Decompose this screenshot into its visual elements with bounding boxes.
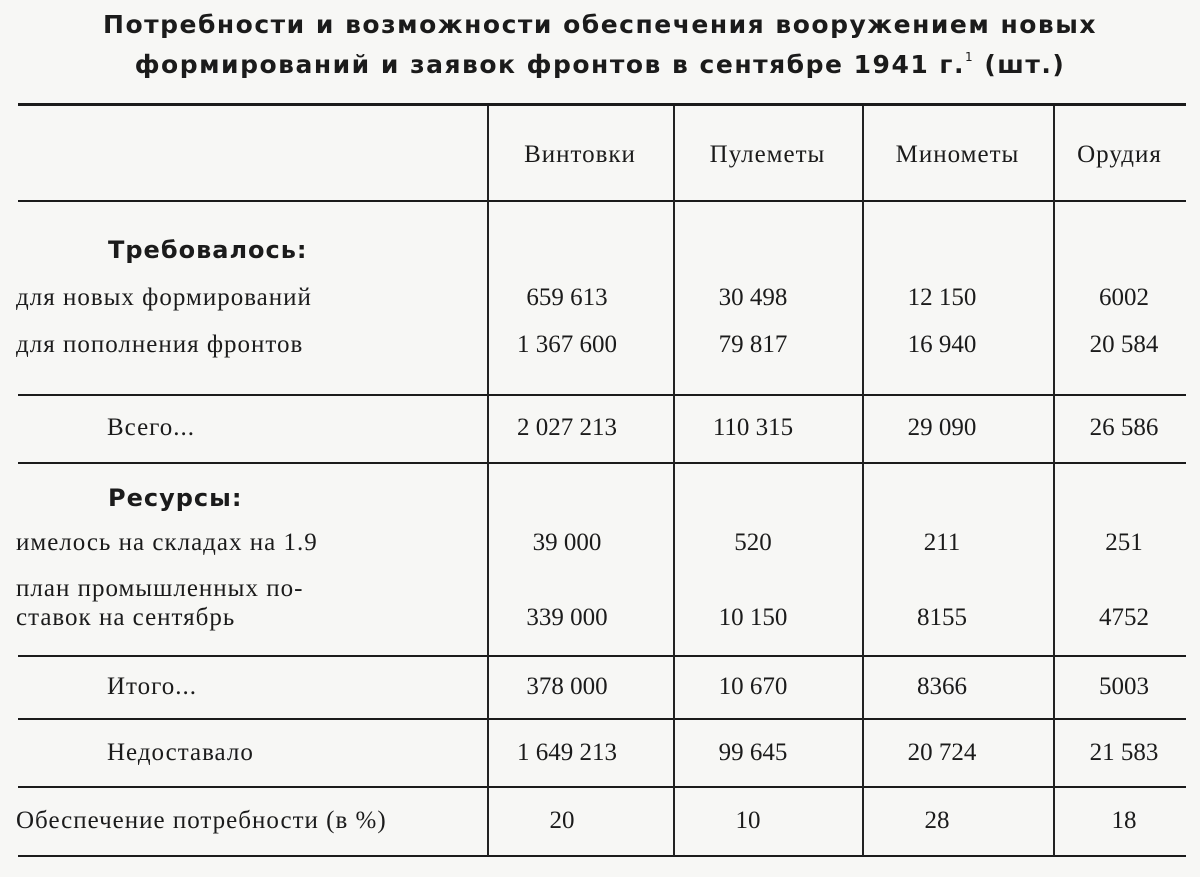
cell-warehouse-stock-guns: 251 xyxy=(1105,529,1143,556)
cell-front-replenishment-machine-guns: 79 817 xyxy=(718,331,788,358)
cell-resources-total-guns: 5003 xyxy=(1099,673,1149,700)
cell-coverage-machine-guns: 10 xyxy=(735,807,761,834)
column-header-mortars: Минометы xyxy=(895,141,1020,168)
cell-resources-total-rifles: 378 000 xyxy=(526,673,608,700)
cell-required-total-rifles: 2 027 213 xyxy=(517,414,617,441)
cell-resources-total-machine-guns: 10 670 xyxy=(718,673,788,700)
table-title-text: формирований и заявок фронтов в сентябре 1941 г. xyxy=(134,50,965,79)
cell-required-total-machine-guns: 110 315 xyxy=(712,414,794,441)
cell-new-formations-rifles: 659 613 xyxy=(526,284,608,311)
units-label: (шт.) xyxy=(984,50,1066,79)
cell-new-formations-machine-guns: 30 498 xyxy=(718,284,788,311)
table-title-line-2 xyxy=(0,50,1200,79)
cell-coverage-guns: 18 xyxy=(1111,807,1137,834)
cell-required-total-guns: 26 586 xyxy=(1089,414,1159,441)
column-header-rifles: Винтовки xyxy=(524,141,636,168)
cell-industrial-plan-rifles: 339 000 xyxy=(526,604,608,631)
cell-new-formations-guns: 6002 xyxy=(1099,284,1149,311)
section-heading-resources: Ресурсы: xyxy=(108,484,243,512)
header-bottom-rule xyxy=(18,200,1186,202)
cell-shortage-machine-guns: 99 645 xyxy=(718,739,788,766)
cell-industrial-plan-machine-guns: 10 150 xyxy=(718,604,788,631)
row-label-coverage: Обеспечение потребности (в %) xyxy=(16,807,387,834)
cell-front-replenishment-rifles: 1 367 600 xyxy=(517,331,617,358)
row-label-front-replenishment: для пополнения фронтов xyxy=(16,331,304,358)
section-heading-required: Требовалось: xyxy=(108,236,308,264)
table-bottom-rule xyxy=(18,855,1186,857)
cell-shortage-rifles: 1 649 213 xyxy=(517,739,617,766)
required-total-top-rule xyxy=(18,394,1186,396)
row-label-warehouse-stock: имелось на складах на 1.9 xyxy=(16,529,318,556)
resources-total-top-rule xyxy=(18,655,1186,657)
column-header-machine-guns: Пулеметы xyxy=(709,141,826,168)
row-label-industrial-plan-line-2: ставок на сентябрь xyxy=(16,604,236,631)
cell-industrial-plan-mortars: 8155 xyxy=(917,604,967,631)
cell-new-formations-mortars: 12 150 xyxy=(907,284,977,311)
cell-warehouse-stock-rifles: 39 000 xyxy=(532,529,602,556)
cell-industrial-plan-guns: 4752 xyxy=(1099,604,1149,631)
cell-front-replenishment-guns: 20 584 xyxy=(1089,331,1159,358)
column-header-guns: Орудия xyxy=(1077,141,1162,168)
cell-warehouse-stock-mortars: 211 xyxy=(923,529,961,556)
cell-coverage-mortars: 28 xyxy=(924,807,950,834)
required-total-bottom-rule xyxy=(18,462,1186,464)
row-label-required-total: Всего... xyxy=(107,414,196,441)
row-label-shortage: Недоставало xyxy=(107,739,254,766)
cell-warehouse-stock-machine-guns: 520 xyxy=(734,529,772,556)
shortage-bottom-rule xyxy=(18,786,1186,788)
row-label-industrial-plan-line-1: план промышленных по- xyxy=(16,575,304,602)
cell-resources-total-mortars: 8366 xyxy=(917,673,967,700)
resources-total-bottom-rule xyxy=(18,718,1186,720)
cell-required-total-mortars: 29 090 xyxy=(907,414,977,441)
cell-front-replenishment-mortars: 16 940 xyxy=(907,331,977,358)
cell-coverage-rifles: 20 xyxy=(549,807,575,834)
table-top-rule xyxy=(18,103,1186,106)
row-label-resources-total: Итого... xyxy=(107,673,198,700)
table-title-line-1: Потребности и возможности обеспечения вооружением новых xyxy=(103,10,1097,39)
cell-shortage-mortars: 20 724 xyxy=(907,739,977,766)
row-label-new-formations: для новых формирований xyxy=(16,284,312,311)
cell-shortage-guns: 21 583 xyxy=(1089,739,1159,766)
footnote-mark: 1 xyxy=(965,50,975,64)
